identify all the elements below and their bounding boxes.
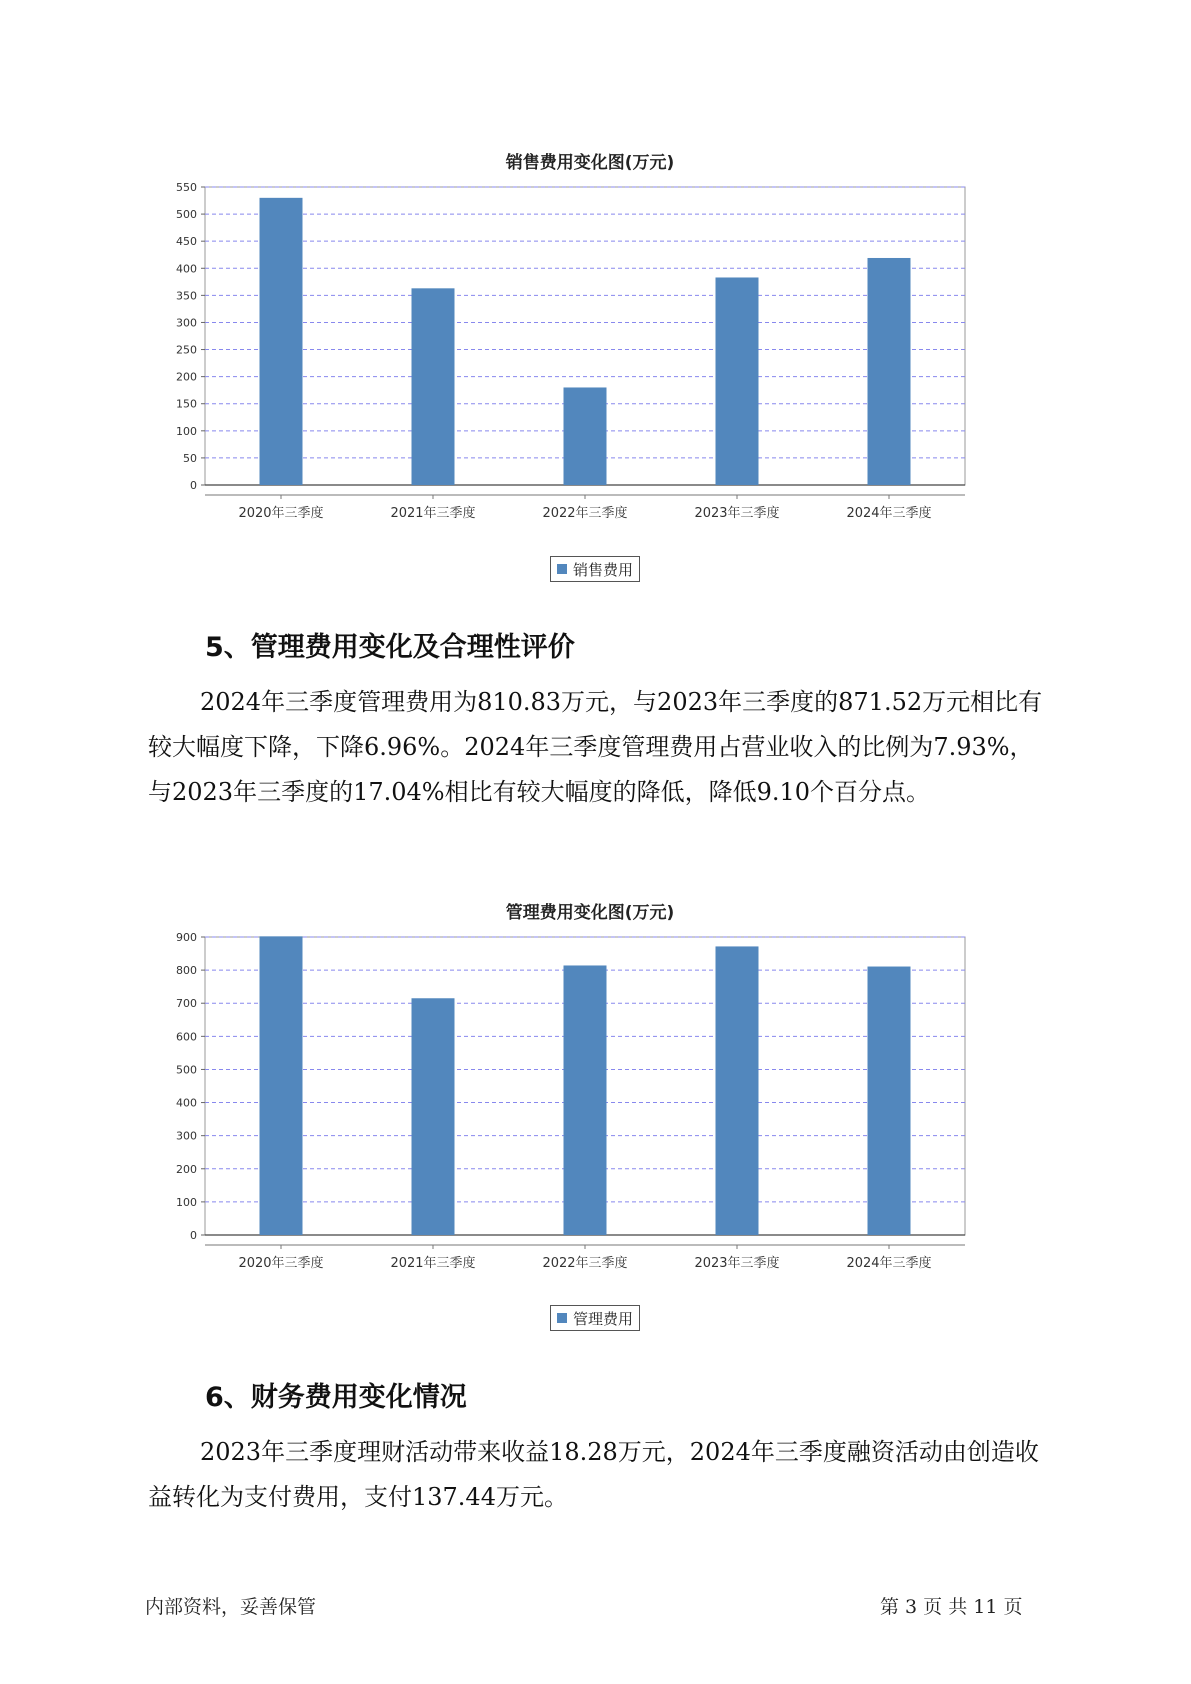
y-tick-label: 300 xyxy=(176,316,197,330)
section-heading-finance-expense: 6、财务费用变化情况 xyxy=(205,1382,467,1413)
x-tick-label: 2023年三季度 xyxy=(694,1256,780,1271)
section-heading-admin-expense: 5、管理费用变化及合理性评价 xyxy=(205,632,575,663)
section-paragraph-finance-expense xyxy=(148,1430,1048,1520)
footer-left: 内部资料，妥善保管 xyxy=(145,1596,317,1618)
x-tick-label: 2021年三季度 xyxy=(390,506,476,521)
bar xyxy=(260,198,303,485)
x-tick-label: 2020年三季度 xyxy=(238,506,324,521)
y-tick-label: 900 xyxy=(176,931,197,944)
y-tick-label: 500 xyxy=(176,1063,197,1077)
admin-expense-chart-svg xyxy=(160,925,1020,1325)
y-tick-label: 100 xyxy=(176,1195,197,1209)
y-tick-label: 800 xyxy=(176,964,197,978)
x-tick-label: 2022年三季度 xyxy=(542,1256,628,1271)
y-tick-label: 550 xyxy=(176,181,197,194)
x-tick-label: 2024年三季度 xyxy=(846,1256,932,1271)
bar xyxy=(716,946,759,1235)
y-tick-label: 400 xyxy=(176,262,197,276)
y-tick-label: 0 xyxy=(190,1229,197,1242)
bar xyxy=(716,277,759,485)
x-tick-label: 2024年三季度 xyxy=(846,506,932,521)
paragraph-text: 2023年三季度理财活动带来收益18.28万元，2024年三季度融资活动由创造收益转化为支付费用，支付137.44万元。 xyxy=(148,1438,1039,1511)
chart-legend xyxy=(550,1305,640,1331)
sales-expense-chart xyxy=(160,130,1020,580)
footer-page-number: 第 3 页 共 11 页 xyxy=(880,1596,1023,1618)
bar xyxy=(868,258,911,485)
chart-legend xyxy=(550,556,640,582)
y-tick-label: 0 xyxy=(190,479,197,492)
y-tick-label: 500 xyxy=(176,208,197,222)
section-paragraph-admin-expense xyxy=(148,680,1048,815)
paragraph-text: 2024年三季度管理费用为810.83万元，与2023年三季度的871.52万元相比有较大幅度下降，下降6.96%。2024年三季度管理费用占营业收入的比例为7.93%，与2023年三季度的17.04%相比有较大幅度的降低，降低9.10个百分点。 xyxy=(148,688,1043,806)
admin-expense-chart xyxy=(160,880,1020,1330)
x-tick-label: 2021年三季度 xyxy=(390,1256,476,1271)
bar xyxy=(868,967,911,1235)
x-tick-label: 2022年三季度 xyxy=(542,506,628,521)
bar xyxy=(260,936,303,1235)
x-tick-label: 2020年三季度 xyxy=(238,1256,324,1271)
y-tick-label: 150 xyxy=(176,397,197,411)
y-tick-label: 350 xyxy=(176,289,197,303)
y-tick-label: 450 xyxy=(176,235,197,249)
chart-title: 管理费用变化图(万元) xyxy=(505,903,675,923)
y-tick-label: 50 xyxy=(183,451,197,465)
bar xyxy=(412,998,455,1235)
y-tick-label: 400 xyxy=(176,1096,197,1110)
y-tick-label: 250 xyxy=(176,343,197,357)
chart-title: 销售费用变化图(万元) xyxy=(505,153,675,173)
y-tick-label: 200 xyxy=(176,370,197,384)
y-tick-label: 300 xyxy=(176,1129,197,1143)
legend-swatch xyxy=(557,1313,567,1323)
y-tick-label: 100 xyxy=(176,424,197,438)
sales-expense-chart-svg xyxy=(160,175,1020,575)
y-tick-label: 600 xyxy=(176,1030,197,1044)
y-tick-label: 700 xyxy=(176,997,197,1011)
x-tick-label: 2023年三季度 xyxy=(694,506,780,521)
legend-label: 管理费用 xyxy=(573,1309,634,1328)
legend-label: 销售费用 xyxy=(573,560,634,579)
legend-swatch xyxy=(557,564,567,574)
bar xyxy=(564,387,607,485)
y-tick-label: 200 xyxy=(176,1162,197,1176)
bar xyxy=(564,965,607,1235)
bar xyxy=(412,288,455,485)
